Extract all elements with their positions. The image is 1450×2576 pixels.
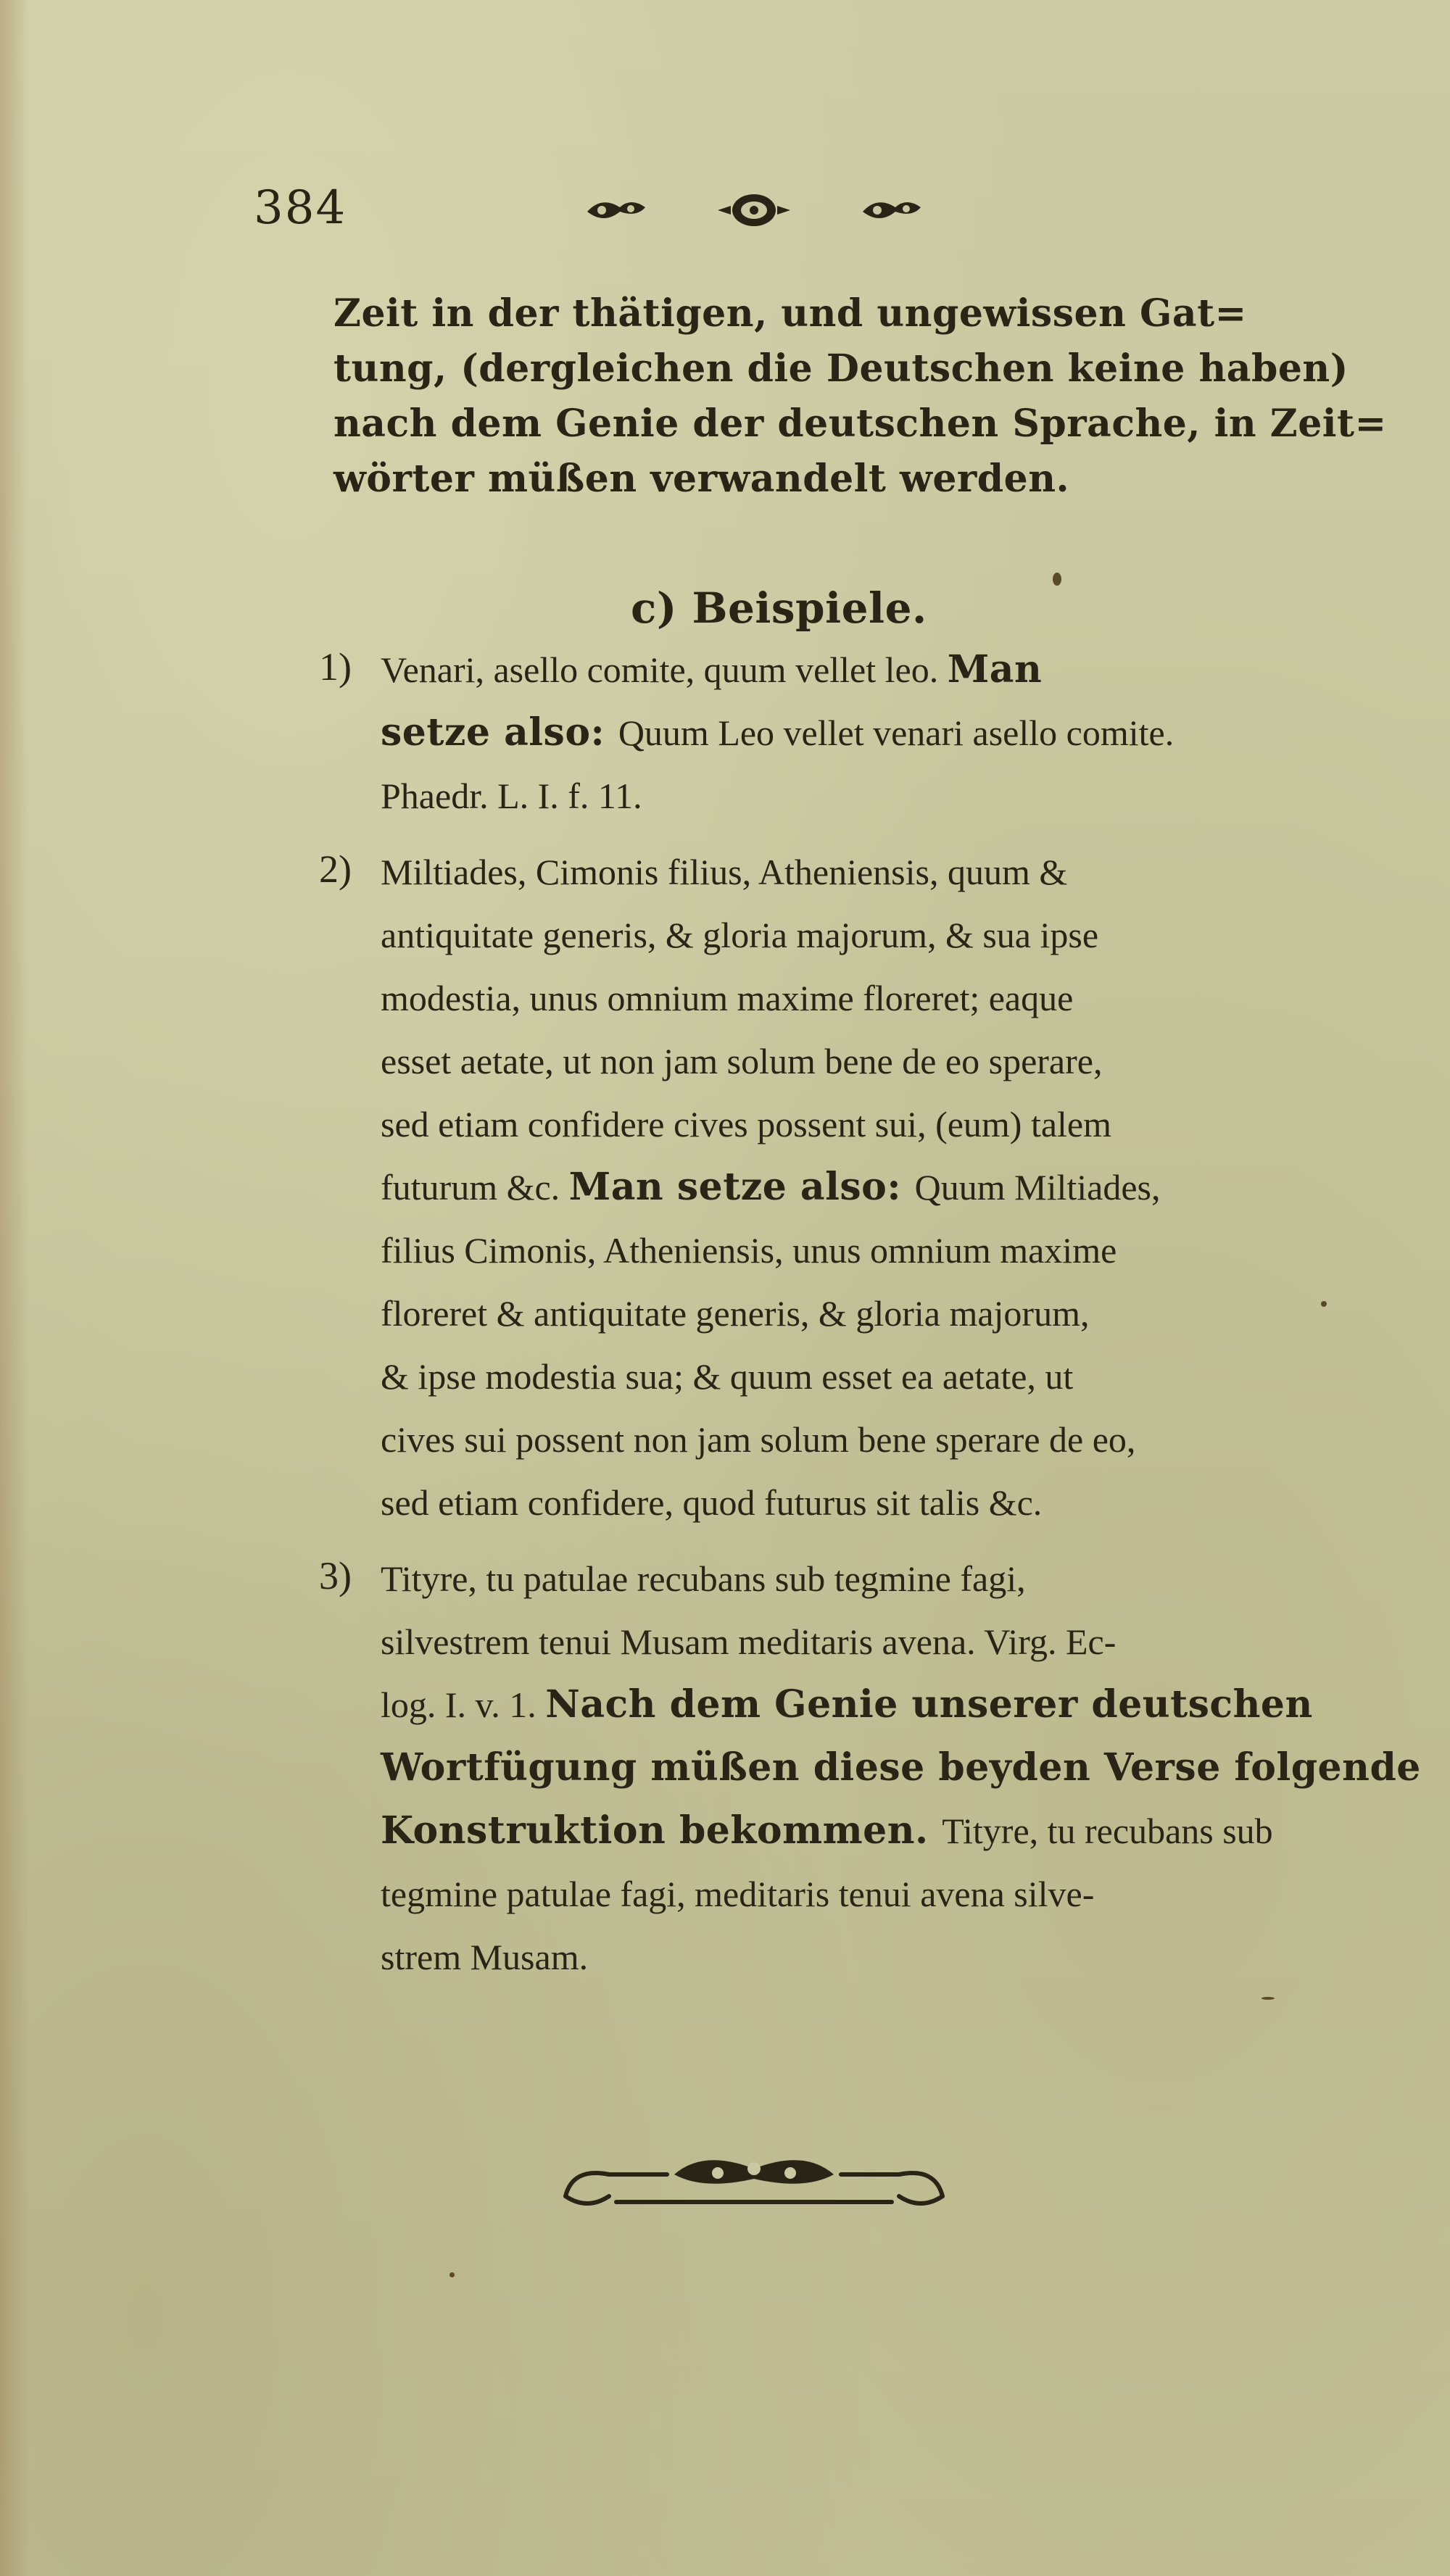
page-header xyxy=(254,181,1269,239)
latin-text: esset aetate, ut non jam solum bene de eo sperare, xyxy=(381,1040,1103,1081)
latin-text: Phaedr. L. I. f. 11. xyxy=(381,775,642,816)
latin-text: Quum Miltiades, xyxy=(914,1166,1161,1208)
german-text: Man xyxy=(947,647,1043,691)
example-line xyxy=(381,1799,1348,1862)
example-line xyxy=(381,764,1348,827)
example-line xyxy=(381,1547,1348,1610)
example-text xyxy=(319,840,1348,1534)
example-line xyxy=(381,638,1348,701)
intro-line: nach dem Genie der deutschen Sprache, in Zeit= xyxy=(334,402,1387,446)
german-text: setze also: xyxy=(381,710,618,755)
example-line xyxy=(381,1281,1348,1345)
latin-text: sed etiam confidere cives possent sui, (eum) talem xyxy=(381,1103,1112,1144)
example-number: 3) xyxy=(319,1554,352,1597)
example-line xyxy=(381,1610,1348,1673)
latin-text: Venari, asello comite, quum vellet leo. xyxy=(381,649,948,690)
example-line xyxy=(381,1345,1348,1408)
german-text: Wortfügung müßen diese beyden Verse folgende xyxy=(381,1745,1421,1790)
example-text xyxy=(319,1547,1421,1988)
section-heading: c) Beispiele. xyxy=(631,583,927,633)
example-number: 2) xyxy=(319,847,352,891)
german-text: Konstruktion bekommen. xyxy=(381,1808,942,1853)
example-line xyxy=(381,1092,1348,1155)
ink-speck xyxy=(1321,1301,1327,1307)
latin-text: silvestrem tenui Musam meditaris avena. Virg. Ec- xyxy=(381,1621,1116,1662)
example-line xyxy=(381,1673,1348,1736)
intro-line: tung, (dergleichen die Deutschen keine haben) xyxy=(334,346,1348,391)
page-number: 384 xyxy=(254,181,347,235)
example-item xyxy=(319,638,1348,827)
latin-text: Miltiades, Cimonis filius, Atheniensis, quum & xyxy=(381,851,1068,892)
latin-text: filius Cimonis, Atheniensis, unus omnium maxime xyxy=(381,1229,1117,1271)
example-line xyxy=(381,1408,1348,1471)
intro-line: wörter müßen verwandelt werden. xyxy=(334,457,1070,501)
example-item xyxy=(319,1547,1421,1988)
ink-speck xyxy=(1262,1997,1275,2000)
examples-list xyxy=(319,638,1421,2001)
latin-text: & ipse modestia sua; & quum esset ea aetate, ut xyxy=(381,1355,1074,1397)
example-line xyxy=(381,1155,1348,1218)
latin-text: antiquitate generis, & gloria majorum, & sua ipse xyxy=(381,914,1099,955)
latin-text: Tityre, tu recubans sub xyxy=(942,1810,1273,1851)
german-text: Man setze also: xyxy=(568,1164,915,1209)
example-number: 1) xyxy=(319,645,352,689)
example-line xyxy=(381,1736,1421,1799)
page-edge-stain xyxy=(0,0,29,2576)
example-line xyxy=(381,1471,1348,1534)
example-line xyxy=(381,1862,1348,1925)
example-line xyxy=(381,1029,1348,1092)
latin-text: sed etiam confidere, quod futurus sit talis &c. xyxy=(381,1482,1043,1523)
german-text: Nach dem Genie unserer deutschen xyxy=(545,1682,1313,1727)
latin-text: tegmine patulae fagi, meditaris tenui avena silve- xyxy=(381,1873,1095,1914)
intro-paragraph xyxy=(334,286,1387,507)
latin-text: cives sui possent non jam solum bene sperare de eo, xyxy=(381,1418,1136,1460)
ink-speck xyxy=(450,2272,455,2277)
example-line xyxy=(381,966,1348,1029)
latin-text: Quum Leo vellet venari asello comite. xyxy=(618,712,1174,753)
latin-text: strem Musam. xyxy=(381,1936,589,1977)
latin-text: floreret & antiquitate generis, & gloria majorum, xyxy=(381,1292,1090,1334)
example-line xyxy=(381,840,1348,903)
latin-text: Tityre, tu patulae recubans sub tegmine fagi, xyxy=(381,1558,1026,1599)
latin-text: futurum &c. xyxy=(381,1166,569,1208)
intro-line: Zeit in der thätigen, und ungewissen Gat= xyxy=(334,291,1247,336)
example-line xyxy=(381,1925,1348,1988)
example-line xyxy=(381,903,1348,966)
example-line xyxy=(381,701,1348,764)
example-item xyxy=(319,840,1348,1534)
ink-speck xyxy=(1053,573,1061,586)
header-ornament-icon xyxy=(558,188,950,232)
example-line xyxy=(381,1218,1348,1281)
footer-ornament-icon xyxy=(551,2145,957,2225)
latin-text: modestia, unus omnium maxime floreret; eaque xyxy=(381,977,1074,1018)
example-text xyxy=(319,638,1348,827)
latin-text: log. I. v. 1. xyxy=(381,1684,546,1725)
